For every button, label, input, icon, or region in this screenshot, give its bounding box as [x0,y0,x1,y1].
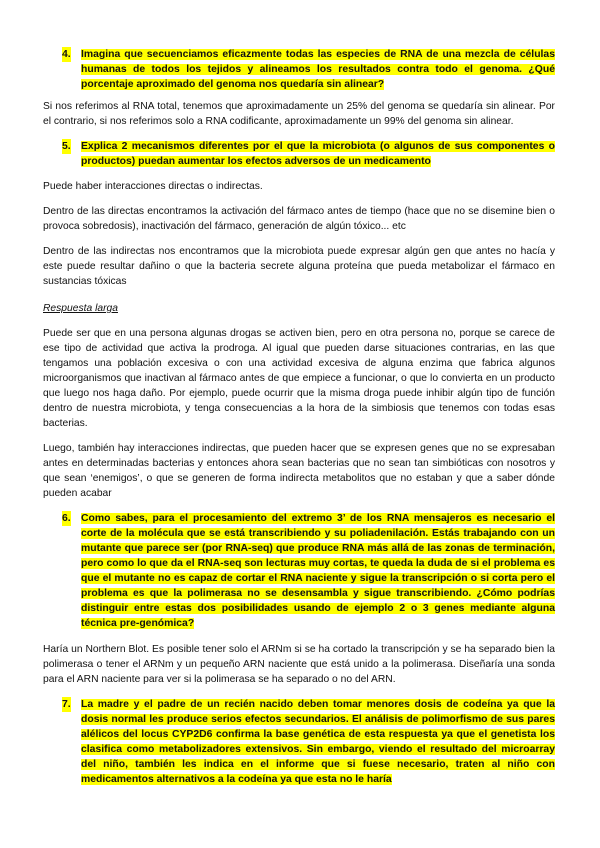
long-answer-paragraph-1: Puede ser que en una persona algunas drogas se activen bien, pero en otra persona no, porque se carece de ese tipo de actividad que activa la prodroga. Al igual que pueden darse situaciones contrarias, en las que tengamos una población excesiva o con una actividad excesiva de alguna enzima que fabrica algunos microorganismos que inactivan al fármaco antes de que empiece a funcionar, o que lo convierta en un producto que luego nos haga daño. Por ejemplo, puede ocurrir que la misma droga puede inhibir algún tipo de función dentro de nuestra microbiota, y tenga consecuencias a la hora de la simbiosis que tenemos con todas esas bacterias. [43,328,555,429]
answer-5-indirect: Dentro de las indirectas nos encontramos que la microbiota puede expresar algún gen que antes no hacía y este puede resultar dañino o que la bacteria secrete alguna proteína que pueda metabolizar el fármaco en sustancias tóxicas [43,246,555,287]
question-number: 7. [62,699,71,710]
answer-4: Si nos referimos al RNA total, tenemos que aproximadamente un 25% del genoma se quedaría sin alinear. Por el contrario, si nos referimos solo a RNA codificante, aproximadamente un 99% del genoma sin alinear. [43,101,555,127]
question-text: Imagina que secuenciamos eficazmente todas las especies de RNA de una mezcla de células humanas de todos los tejidos y alineamos los resultados contra todo el genoma. ¿Qué porcentaje aproximado del genoma nos quedaría sin alinear? [81,49,555,90]
question-6 [62,511,555,631]
answer-6: Haría un Northern Blot. Es posible tener solo el ARNm si se ha cortado la transcripción y se ha separado bien la polimerasa o tener el ARNm y un pequeño ARN naciente que está unido a la polimerasa. Diseñaría una sonda para el ARN naciente para ver si la polimerasa se ha separado o no del ARN. [43,644,555,685]
long-answer-heading: Respuesta larga [43,303,118,314]
question-text: Explica 2 mecanismos diferentes por el que la microbiota (o algunos de sus componentes o productos) puedan aumentar los efectos adversos de un medicamento [81,141,555,167]
question-number: 6. [62,513,71,524]
question-7 [62,697,555,787]
question-5 [62,139,555,169]
answer-5-direct: Dentro de las directas encontramos la activación del fármaco antes de tiempo (hace que no se disemine bien o provoca sobredosis), inactivación del fármaco, generación de algún tóxico... etc [43,206,555,232]
question-4 [62,47,555,92]
question-text: Como sabes, para el procesamiento del extremo 3’ de los RNA mensajeros es necesario el corte de la molécula que se está transcribiendo y su poliadenilación. Estás trabajando con un mutante que parece ser (por RNA-seq) que produce RNA más allá de las zonas de terminación, pero como lo que da el RNA-seq son lecturas muy cortas, te queda la duda de si el problema es que el mutante no es capaz de cortar el RNA naciente y sigue la transcripción o si corta pero el problema es que la polimerasa no se desensambla y sigue transcribiendo. ¿Cómo podrías distinguir entre estas dos posibilidades usando de ejemplo 2 o 3 genes mediante alguna técnica pre-genómica? [81,513,555,629]
question-number: 4. [62,49,71,60]
long-answer-paragraph-2: Luego, también hay interacciones indirectas, que pueden hacer que se expresen genes que no se expresaban antes en determinadas bacterias y entonces ahora sean bacterias que no sean tan simbióticas con nosotros y que sean ‘enemigos’, o que se generen de forma indirecta metabolitos que no estaban y que a saber dónde pueden acabar [43,443,555,499]
question-text: La madre y el padre de un recién nacido deben tomar menores dosis de codeína ya que la dosis normal les produce serios efectos secundarios. El análisis de polimorfismo de sus pares alélicos del locus CYP2D6 confirma la base genética de esta respuesta ya que el genetista los clasifica como metabolizadores extensivos. Sin embargo, viendo el resultado del microarray del niño, también les indica en el informe que si fuese necesario, traten al niño con medicamentos alternativos a la codeína ya que esta no le haría [81,699,555,785]
question-number: 5. [62,141,71,152]
answer-5-intro: Puede haber interacciones directas o indirectas. [43,181,263,192]
